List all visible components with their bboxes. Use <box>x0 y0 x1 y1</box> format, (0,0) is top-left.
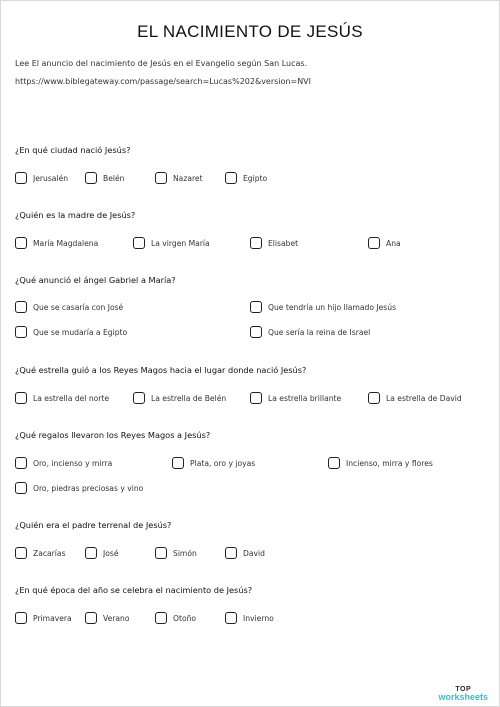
option-label: María Magdalena <box>33 238 99 248</box>
option-label: La estrella brillante <box>268 393 342 403</box>
checkbox[interactable] <box>85 172 97 184</box>
checkbox[interactable] <box>15 326 27 338</box>
checkbox[interactable] <box>368 392 380 404</box>
option-4-4[interactable] <box>368 390 462 406</box>
option-label: Que se casaría con José <box>33 302 124 312</box>
page-title: EL NACIMIENTO DE JESÚS <box>137 22 363 41</box>
checkbox[interactable] <box>15 237 27 249</box>
checkbox[interactable] <box>15 392 27 404</box>
checkbox[interactable] <box>15 612 27 624</box>
option-label: Incienso, mirra y flores <box>346 458 433 468</box>
option-6-3[interactable] <box>155 545 197 561</box>
topworksheets-logo <box>438 686 488 702</box>
checkbox[interactable] <box>225 612 237 624</box>
option-5-3[interactable] <box>328 455 433 471</box>
option-label: Que tendría un hijo llamado Jesús <box>268 302 397 312</box>
checkbox[interactable] <box>133 237 145 249</box>
checkbox[interactable] <box>85 612 97 624</box>
checkbox[interactable] <box>15 301 27 313</box>
checkbox[interactable] <box>155 547 167 559</box>
option-1-4[interactable] <box>225 170 267 186</box>
option-7-2[interactable] <box>85 610 130 626</box>
option-1-2[interactable] <box>85 170 124 186</box>
option-1-3[interactable] <box>155 170 203 186</box>
option-5-1[interactable] <box>15 455 112 471</box>
option-6-4[interactable] <box>225 545 265 561</box>
checkbox[interactable] <box>250 237 262 249</box>
option-4-2[interactable] <box>133 390 226 406</box>
checkbox[interactable] <box>15 457 27 469</box>
option-label: Plata, oro y joyas <box>190 458 256 468</box>
option-1-1[interactable] <box>15 170 68 186</box>
option-7-3[interactable] <box>155 610 196 626</box>
question-3: ¿Qué anunció el ángel Gabriel a María? <box>15 275 176 285</box>
option-2-3[interactable] <box>250 235 298 251</box>
option-3-4[interactable] <box>250 324 370 340</box>
option-3-2[interactable] <box>250 299 396 315</box>
option-label: Belén <box>103 173 125 183</box>
option-4-1[interactable] <box>15 390 109 406</box>
option-4-3[interactable] <box>250 390 341 406</box>
option-label: Invierno <box>243 613 274 623</box>
option-label: La estrella de David <box>386 393 462 403</box>
option-6-1[interactable] <box>15 545 66 561</box>
checkbox[interactable] <box>15 547 27 559</box>
checkbox[interactable] <box>155 172 167 184</box>
option-5-4[interactable] <box>15 480 143 496</box>
question-7: ¿En qué época del año se celebra el nacimiento de Jesús? <box>15 585 253 595</box>
option-label: Simón <box>173 548 197 558</box>
option-label: La virgen María <box>151 238 210 248</box>
option-2-1[interactable] <box>15 235 98 251</box>
option-label: David <box>243 548 265 558</box>
checkbox[interactable] <box>368 237 380 249</box>
question-2: ¿Quién es la madre de Jesús? <box>15 210 136 220</box>
checkbox[interactable] <box>85 547 97 559</box>
intro-link[interactable]: https://www.biblegateway.com/passage/search=Lucas%202&version=NVI <box>15 77 312 86</box>
option-2-2[interactable] <box>133 235 210 251</box>
checkbox[interactable] <box>225 547 237 559</box>
option-label: La estrella de Belén <box>151 393 227 403</box>
checkbox[interactable] <box>133 392 145 404</box>
checkbox[interactable] <box>328 457 340 469</box>
option-label: Otoño <box>173 613 197 623</box>
option-label: Zacarías <box>33 548 66 558</box>
logo-bottom-text: worksheets <box>438 692 488 702</box>
question-5: ¿Qué regalos llevaron los Reyes Magos a Jesús? <box>15 430 211 440</box>
option-label: José <box>103 548 119 558</box>
checkbox[interactable] <box>225 172 237 184</box>
option-label: Que se mudaría a Egipto <box>33 327 128 337</box>
option-7-1[interactable] <box>15 610 72 626</box>
option-label: Nazaret <box>173 173 203 183</box>
intro-text: Lee El anuncio del nacimiento de Jesús en el Evangelio según San Lucas. <box>15 59 308 68</box>
checkbox[interactable] <box>172 457 184 469</box>
question-4: ¿Qué estrella guió a los Reyes Magos hacia el lugar donde nació Jesús? <box>15 365 307 375</box>
checkbox[interactable] <box>250 301 262 313</box>
option-label: Que sería la reina de Israel <box>268 327 371 337</box>
question-1: ¿En qué ciudad nació Jesús? <box>15 145 131 155</box>
option-3-3[interactable] <box>15 324 127 340</box>
option-label: Egipto <box>243 173 268 183</box>
option-7-4[interactable] <box>225 610 274 626</box>
option-label: Oro, incienso y mirra <box>33 458 113 468</box>
option-5-2[interactable] <box>172 455 255 471</box>
option-label: Ana <box>386 238 401 248</box>
option-3-1[interactable] <box>15 299 123 315</box>
option-label: Elisabet <box>268 238 299 248</box>
option-6-2[interactable] <box>85 545 119 561</box>
checkbox[interactable] <box>15 482 27 494</box>
option-label: La estrella del norte <box>33 393 110 403</box>
option-label: Jerusalén <box>33 173 69 183</box>
option-2-4[interactable] <box>368 235 401 251</box>
checkbox[interactable] <box>15 172 27 184</box>
checkbox[interactable] <box>155 612 167 624</box>
logo-top-text: TOP <box>455 686 472 693</box>
checkbox[interactable] <box>250 326 262 338</box>
option-label: Primavera <box>33 613 72 623</box>
option-label: Oro, piedras preciosas y vino <box>33 483 144 493</box>
checkbox[interactable] <box>250 392 262 404</box>
option-label: Verano <box>103 613 130 623</box>
question-6: ¿Quién era el padre terrenal de Jesús? <box>15 520 172 530</box>
